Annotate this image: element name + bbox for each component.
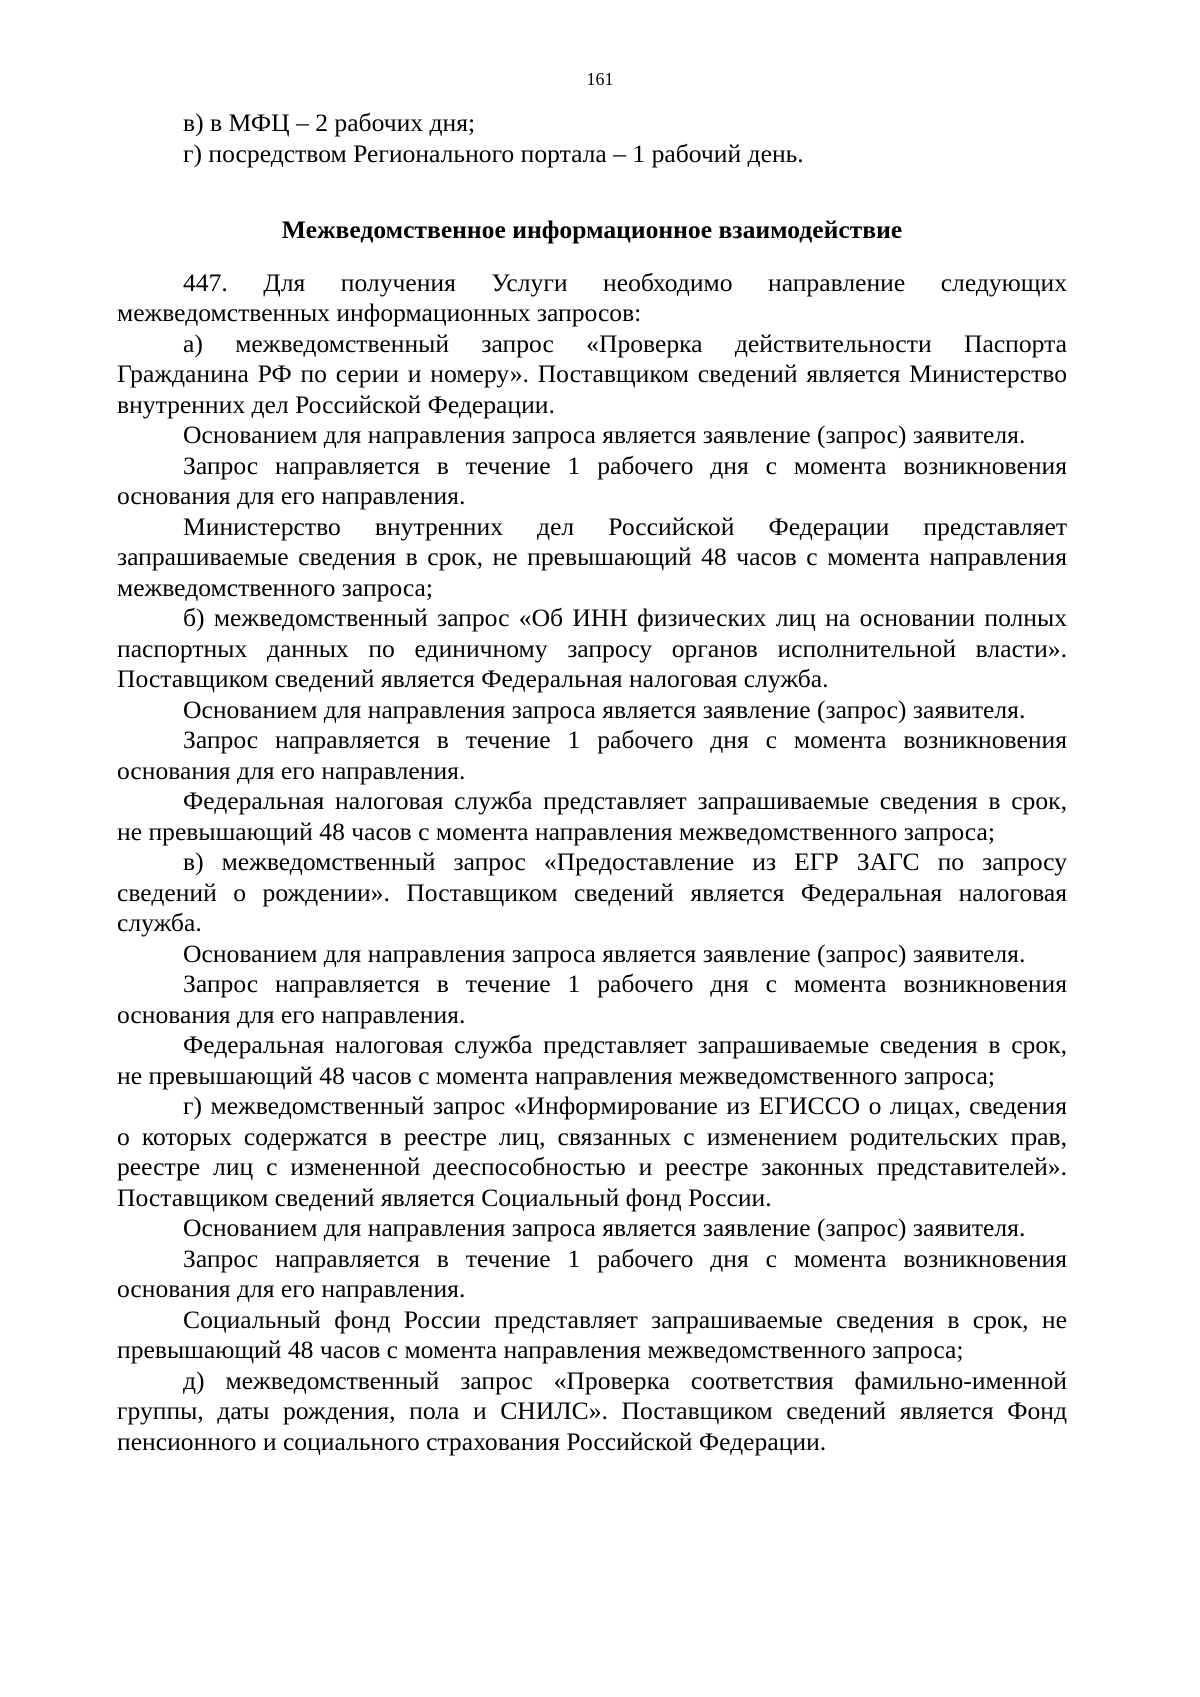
paragraph: Министерство внутренних дел Российской Федерации представляет запрашиваемые сведения в срок, не превышающий 48 часов с момента направления межведомственного запроса; [117,511,1067,602]
intro-item: г) посредством Регионального портала – 1 рабочий день. [183,138,804,168]
paragraph: Федеральная налоговая служба представляет запрашиваемые сведения в срок, не превышающий 48 часов с момента направления межведомственного запроса; [117,1030,1067,1090]
paragraph: б) межведомственный запрос «Об ИНН физических лиц на основании полных паспортных данных по единичному запросу органов исполнительной власти». Поставщиком сведений является Федеральная налоговая служба. [117,603,1067,693]
paragraph: д) межведомственный запрос «Проверка соответствия фамильно-именной группы, даты рождения, пола и СНИЛС». Поставщиком сведений является Фонд пенсионного и социального страхования Российской Федерации. [117,1365,1067,1456]
section-heading: Межведомственное информационное взаимодействие [281,215,903,244]
paragraph: Социальный фонд России представляет запрашиваемые сведения в срок, не превышающий 48 часов с момента направления межведомственного запроса; [117,1304,1067,1364]
paragraph: Федеральная налоговая служба представляет запрашиваемые сведения в срок, не превышающий 48 часов с момента направления межведомственного запроса; [117,786,1067,846]
paragraph: Основанием для направления запроса является заявление (запрос) заявителя. [183,420,1026,449]
paragraph: Запрос направляется в течение 1 рабочего дня с момента возникновения основания для его направления. [117,450,1067,510]
paragraph: Основанием для направления запроса является заявление (запрос) заявителя. [183,938,1026,968]
intro-item: в) в МФЦ – 2 рабочих дня; [183,108,476,137]
paragraph: 447. Для получения Услуги необходимо направление следующих межведомственных информационных запросов: [117,267,1067,327]
paragraph: Запрос направляется в течение 1 рабочего дня с момента возникновения основания для его направления. [117,1243,1067,1303]
paragraph: Основанием для направления запроса является заявление (запрос) заявителя. [183,1213,1026,1242]
paragraph: Запрос направляется в течение 1 рабочего дня с момента возникновения основания для его направления. [117,969,1067,1029]
paragraph: а) межведомственный запрос «Проверка действительности Паспорта Гражданина РФ по серии и номеру». Поставщиком сведений является Министерство внутренних дел Российской Федерации. [117,328,1067,419]
page-number: 161 [586,69,614,89]
paragraph: Основанием для направления запроса является заявление (запрос) заявителя. [183,694,1026,724]
paragraph: г) межведомственный запрос «Информирование из ЕГИССО о лицах, сведения о которых содержатся в реестре лиц, связанных с изменением родительских прав, реестре лиц с измененной дееспособностью и реестре законных представителей». Поставщиком сведений является Социальный фонд России. [117,1091,1067,1212]
paragraph: Запрос направляется в течение 1 рабочего дня с момента возникновения основания для его направления. [117,725,1067,785]
paragraph: в) межведомственный запрос «Предоставление из ЕГР ЗАГС по запросу сведений о рождении». Поставщиком сведений является Федеральная налоговая служба. [117,847,1067,937]
document-body [117,108,1067,1457]
